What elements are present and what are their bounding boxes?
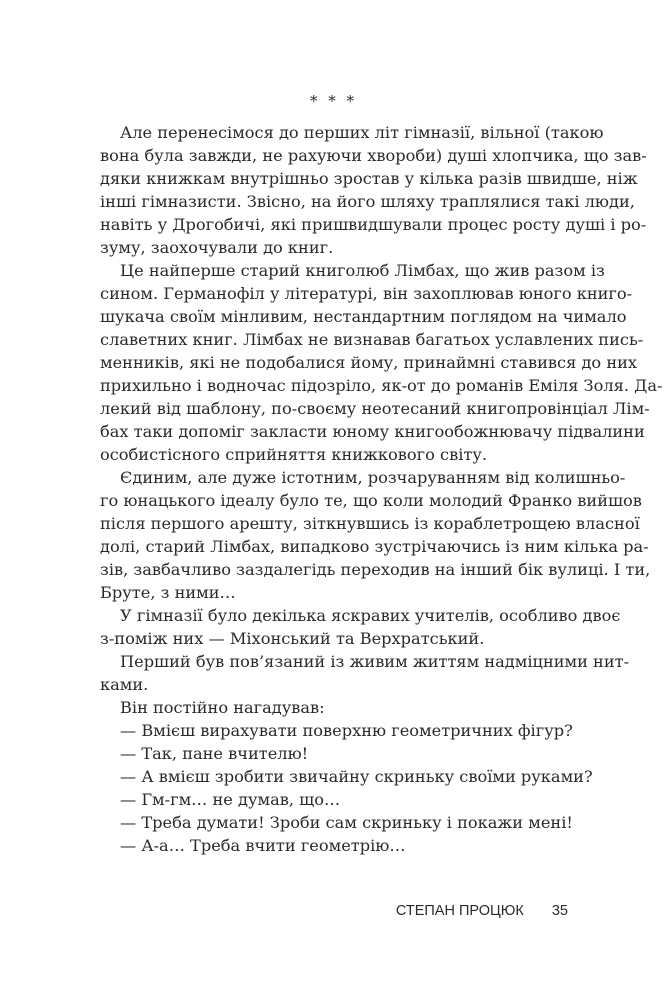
paragraph — [100, 811, 573, 834]
text-line: — А вмієш зробити звичайну скриньку своїми руками? — [120, 767, 593, 786]
text-line: дяки книжкам внутрішньо зростав у кілька разів швидше, ніж — [100, 169, 638, 188]
paragraph — [100, 834, 568, 857]
text-line: шукача своїм мінливим, нестандартним поглядом на чимало — [100, 307, 627, 326]
text-line: У гімназії було декілька яскравих учителів, особливо двоє — [120, 606, 621, 625]
text-line: — Так, пане вчителю! — [120, 744, 309, 763]
running-footer-author: СТЕПАН ПРОЦЮК — [395, 903, 524, 919]
text-line: Перший був пов’язаний із живим життям надміцними нит- — [120, 652, 630, 671]
text-line: — Треба думати! Зроби сам скриньку і покажи мені! — [120, 813, 573, 832]
paragraph — [100, 742, 568, 765]
text-line: після першого арешту, зіткнувшись із кораблетрощею власної — [100, 514, 640, 533]
text-line: Бруте, з ними… — [100, 583, 236, 602]
text-line: — Вмієш вирахувати поверхню геометричних фігур? — [120, 721, 573, 740]
text-line: вона була завжди, не рахуючи хвороби) душі хлопчика, що зав- — [100, 146, 647, 165]
text-line: особистісного сприйняття книжкового світу. — [100, 445, 487, 464]
paragraph — [100, 788, 568, 811]
text-line: ками. — [100, 675, 149, 694]
paragraph — [100, 765, 593, 788]
text-line: зуму, заохочували до книг. — [100, 238, 334, 257]
body-text — [100, 121, 663, 857]
text-line: з-поміж них — Міхонський та Верхратський. — [100, 629, 485, 648]
paragraph — [100, 696, 568, 719]
text-line: лекий від шаблону, по-своєму неотесаний книгопровінціал Лім- — [100, 399, 650, 418]
text-line: прихильно і водночас підозріло, як-от до романів Еміля Золя. Да- — [100, 376, 663, 395]
text-line: Але перенесімося до перших літ гімназії, вільної (такою — [120, 123, 604, 142]
text-line: зів, завбачливо заздалегідь переходив на інший бік вулиці. І ти, — [100, 560, 651, 579]
text-line: інші гімназисти. Звісно, на його шляху траплялися такі люди, — [100, 192, 635, 211]
text-line: Це найперше старий книголюб Лімбах, що жив разом із — [120, 261, 605, 280]
paragraph — [100, 466, 651, 604]
paragraph — [100, 259, 663, 466]
text-line: — Гм-гм… не думав, що… — [120, 790, 341, 809]
page-number: 35 — [551, 903, 568, 919]
text-line: Він постійно нагадував: — [120, 698, 325, 717]
paragraph — [100, 121, 647, 259]
text-line: сином. Германофіл у літературі, він захоплював юного книго- — [100, 284, 633, 303]
text-line: — А-а… Треба вчити геометрію… — [120, 836, 406, 855]
section-separator: * * * — [309, 92, 358, 110]
paragraph — [100, 719, 573, 742]
text-line: навіть у Дрогобичі, які пришвидшували процес росту душі і ро- — [100, 215, 647, 234]
text-line: славетних книг. Лімбах не визнавав багатьох уславлених пись- — [100, 330, 644, 349]
paragraph — [100, 650, 630, 696]
page-footer — [100, 903, 568, 919]
text-line: Єдиним, але дуже істотним, розчаруванням від колишньо- — [120, 468, 626, 487]
text-line: менників, які не подобалися йому, принаймні ставився до них — [100, 353, 638, 372]
text-line: бах таки допоміг закласти юному книгообожнювачу підвалини — [100, 422, 645, 441]
paragraph — [100, 604, 621, 650]
text-line: го юнацького ідеалу було те, що коли молодий Франко вийшов — [100, 491, 642, 510]
text-line: долі, старий Лімбах, випадково зустрічаючись із ним кілька ра- — [100, 537, 649, 556]
